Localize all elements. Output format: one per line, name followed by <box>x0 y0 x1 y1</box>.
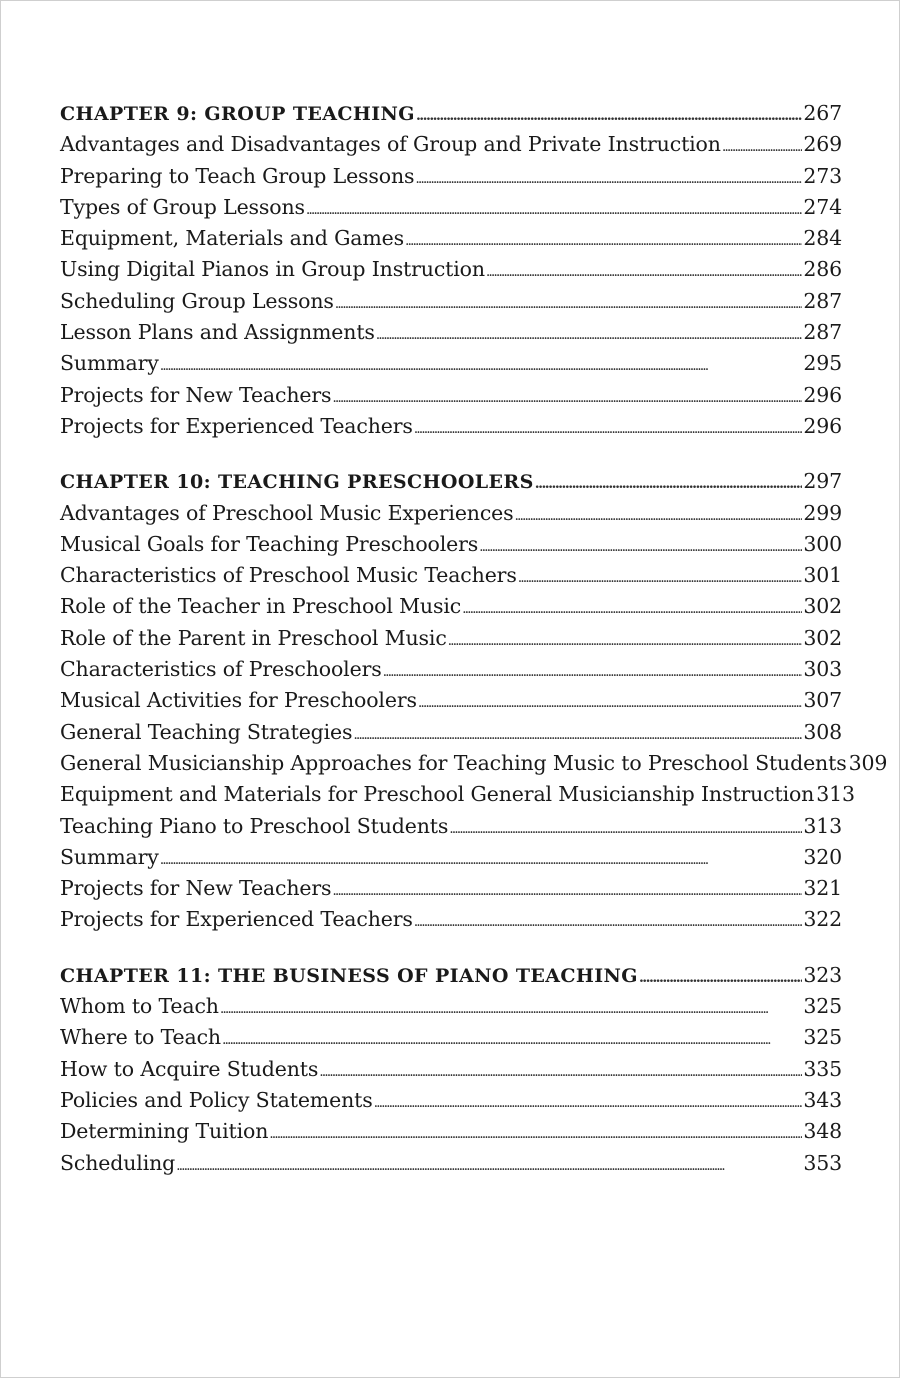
toc-entry[interactable] <box>60 626 842 657</box>
page-number: 284 <box>803 226 842 251</box>
toc-entry[interactable] <box>60 320 842 351</box>
entry-title: Summary <box>60 351 159 376</box>
dot-leader <box>448 626 803 650</box>
dot-leader <box>376 320 803 344</box>
dot-leader <box>414 414 803 438</box>
toc-entry[interactable] <box>60 750 888 782</box>
page-number: 321 <box>803 876 842 901</box>
dot-leader <box>383 657 803 681</box>
entry-title: Projects for New Teachers <box>60 382 332 407</box>
entry-title: Scheduling <box>60 1150 176 1175</box>
chapter-title: CHAPTER 11: THE BUSINESS OF PIANO TEACHING <box>60 964 638 987</box>
dot-leader <box>222 1025 802 1049</box>
toc-section <box>60 101 842 445</box>
page-number: 302 <box>803 625 842 650</box>
toc-entry[interactable] <box>60 876 842 907</box>
toc-entry[interactable] <box>60 1057 842 1088</box>
page-number: 309 <box>848 750 888 775</box>
dot-leader <box>414 907 803 931</box>
toc-entry[interactable] <box>60 994 842 1025</box>
chapter-heading[interactable] <box>60 101 842 132</box>
dot-leader <box>515 501 803 525</box>
page-number: 307 <box>803 688 842 713</box>
page-number: 343 <box>803 1087 842 1112</box>
page-number: 325 <box>803 1025 842 1050</box>
toc-entry[interactable] <box>60 782 855 813</box>
page-number: 313 <box>816 782 855 807</box>
dot-leader <box>335 289 803 313</box>
dot-leader <box>486 257 802 281</box>
toc-entry[interactable] <box>60 289 842 320</box>
toc-entry[interactable] <box>60 532 842 563</box>
toc-entry[interactable] <box>60 351 842 382</box>
entry-title: General Musicianship Approaches for Teaching Music to Preschool Students <box>60 750 847 775</box>
toc-entry[interactable] <box>60 164 842 195</box>
entry-title: Scheduling Group Lessons <box>60 288 334 313</box>
entry-title: Characteristics of Preschoolers <box>60 657 382 682</box>
entry-title: General Teaching Strategies <box>60 719 353 744</box>
toc-entry[interactable] <box>60 907 842 938</box>
chapter-title: CHAPTER 9: GROUP TEACHING <box>60 103 415 125</box>
page-number: 303 <box>803 657 842 682</box>
toc-entry[interactable] <box>60 501 842 532</box>
dot-leader <box>535 471 803 493</box>
entry-title: How to Acquire Students <box>60 1056 319 1081</box>
dot-leader <box>449 814 802 838</box>
page-number: 308 <box>803 719 842 744</box>
entry-title: Advantages and Disadvantages of Group and Private Instruction <box>60 132 721 157</box>
entry-title: Where to Teach <box>60 1025 221 1050</box>
dot-leader <box>479 532 802 556</box>
entry-title: Policies and Policy Statements <box>60 1087 373 1112</box>
entry-title: Projects for Experienced Teachers <box>60 413 413 438</box>
toc-entry[interactable] <box>60 720 842 751</box>
page-number: 267 <box>803 101 842 125</box>
page-number: 287 <box>803 320 842 345</box>
page-number: 299 <box>803 500 842 525</box>
dot-leader <box>160 845 803 869</box>
page-number: 295 <box>803 351 842 376</box>
toc-entry[interactable] <box>60 688 842 719</box>
dot-leader <box>319 1057 802 1081</box>
toc-entry[interactable] <box>60 414 842 445</box>
entry-title: Musical Goals for Teaching Preschoolers <box>60 531 479 556</box>
page-number: 301 <box>803 563 842 588</box>
dot-leader <box>374 1088 803 1112</box>
page-number: 297 <box>803 469 842 494</box>
dot-leader <box>353 720 802 744</box>
entry-title: Equipment, Materials and Games <box>60 226 405 251</box>
dot-leader <box>269 1119 802 1143</box>
chapter-title: CHAPTER 10: TEACHING PRESCHOOLERS <box>60 471 534 494</box>
dot-leader <box>462 594 802 618</box>
toc-entry[interactable] <box>60 195 842 226</box>
page-number: 323 <box>803 962 842 987</box>
toc-section <box>60 963 842 1182</box>
toc-entry[interactable] <box>60 1025 842 1056</box>
page-number: 273 <box>803 163 842 188</box>
page-number: 274 <box>803 194 842 219</box>
entry-title: Determining Tuition <box>60 1119 269 1144</box>
entry-title: Characteristics of Preschool Music Teachers <box>60 563 517 588</box>
chapter-heading[interactable] <box>60 469 842 500</box>
page-number: 286 <box>803 257 842 282</box>
entry-title: Role of the Teacher in Preschool Music <box>60 594 462 619</box>
dot-leader <box>176 1151 802 1175</box>
page-number: 320 <box>803 844 842 869</box>
page-number: 335 <box>803 1056 842 1081</box>
dot-leader <box>332 876 802 900</box>
page-number: 296 <box>803 382 842 407</box>
toc-entry[interactable] <box>60 132 842 163</box>
chapter-heading[interactable] <box>60 963 842 994</box>
toc-section <box>60 469 888 938</box>
entry-title: Equipment and Materials for Preschool General Musicianship Instruction <box>60 782 815 807</box>
entry-title: Musical Activities for Preschoolers <box>60 688 417 713</box>
entry-title: Lesson Plans and Assignments <box>60 320 375 345</box>
entry-title: Advantages of Preschool Music Experiences <box>60 500 514 525</box>
toc-entry[interactable] <box>60 845 842 876</box>
toc-entry[interactable] <box>60 1088 842 1119</box>
toc-entry[interactable] <box>60 814 842 845</box>
dot-leader <box>415 164 802 188</box>
entry-title: Summary <box>60 844 159 869</box>
toc-entry[interactable] <box>60 563 842 594</box>
toc-entry[interactable] <box>60 1151 842 1182</box>
dot-leader <box>332 383 802 407</box>
dot-leader <box>722 132 803 156</box>
page-number: 269 <box>803 132 842 157</box>
toc-entry[interactable] <box>60 257 842 288</box>
dot-leader <box>160 351 803 375</box>
page-number: 348 <box>803 1119 842 1144</box>
dot-leader <box>306 195 802 219</box>
toc-entry[interactable] <box>60 657 842 688</box>
entry-title: Types of Group Lessons <box>60 194 305 219</box>
entry-title: Preparing to Teach Group Lessons <box>60 163 415 188</box>
page-number: 296 <box>803 413 842 438</box>
toc-entry[interactable] <box>60 594 842 625</box>
dot-leader <box>639 965 802 987</box>
page-number: 353 <box>803 1150 842 1175</box>
dot-leader <box>418 688 802 712</box>
page-number: 300 <box>803 531 842 556</box>
page-number: 322 <box>803 907 842 932</box>
toc-entry[interactable] <box>60 226 842 257</box>
entry-title: Whom to Teach <box>60 994 219 1019</box>
dot-leader <box>416 103 802 125</box>
entry-title: Using Digital Pianos in Group Instruction <box>60 257 485 282</box>
entry-title: Teaching Piano to Preschool Students <box>60 813 449 838</box>
table-of-contents <box>60 101 888 1206</box>
dot-leader <box>405 226 802 250</box>
page-number: 287 <box>803 288 842 313</box>
page-number: 302 <box>803 594 842 619</box>
dot-leader <box>518 563 803 587</box>
entry-title: Projects for Experienced Teachers <box>60 907 413 932</box>
toc-entry[interactable] <box>60 383 842 414</box>
entry-title: Projects for New Teachers <box>60 876 332 901</box>
dot-leader <box>220 994 802 1018</box>
entry-title: Role of the Parent in Preschool Music <box>60 625 447 650</box>
toc-entry[interactable] <box>60 1119 842 1150</box>
page-number: 325 <box>803 994 842 1019</box>
page-number: 313 <box>803 813 842 838</box>
